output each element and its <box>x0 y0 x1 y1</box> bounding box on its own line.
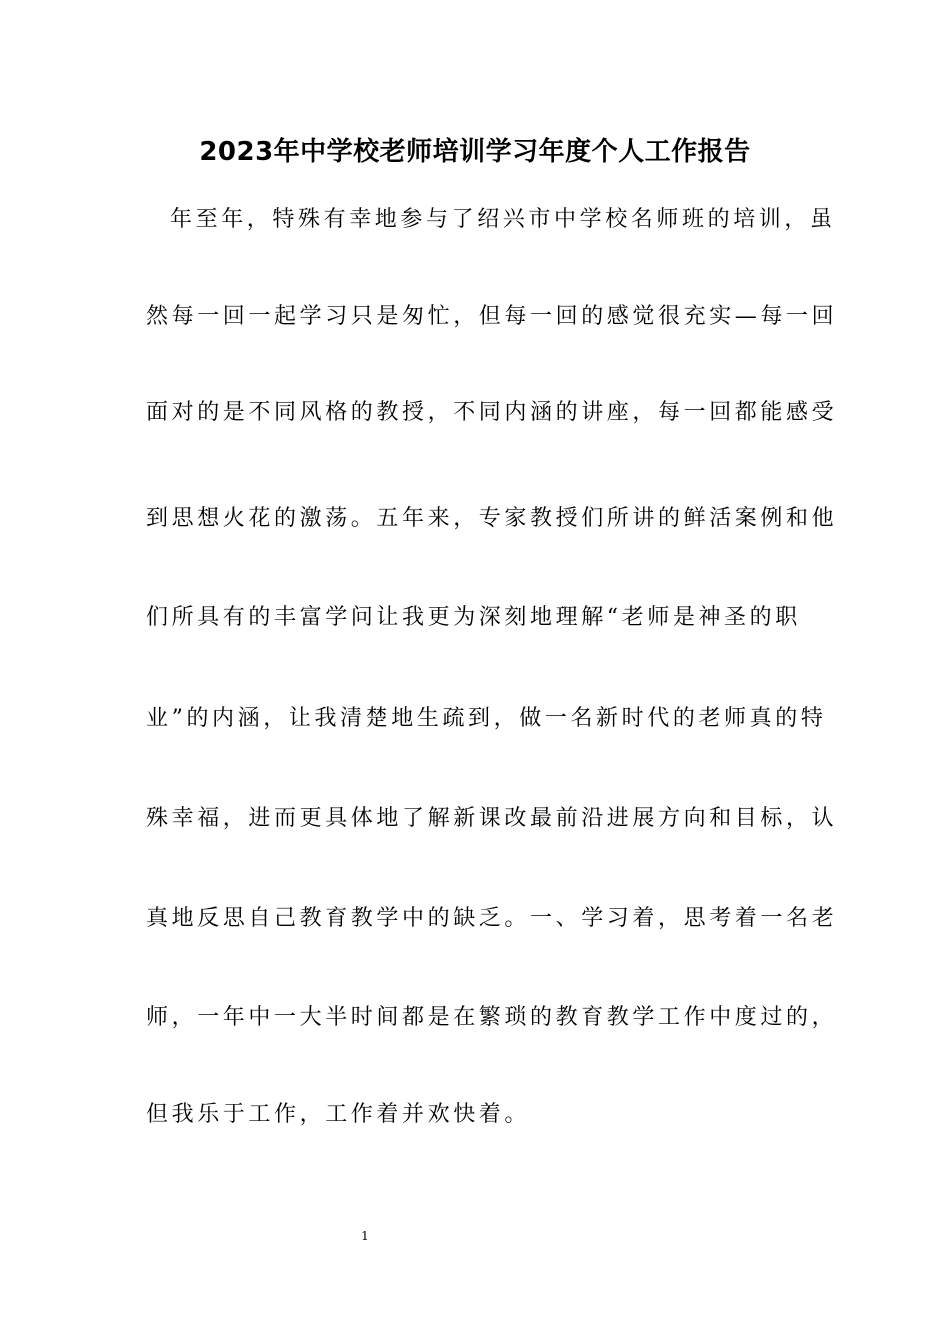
text-line: 然每一回一起学习只是匆忙，但每一回的感觉很充实—每一回 <box>146 304 838 329</box>
page-title: 2023年中学校老师培训学习年度个人工作报告 <box>199 137 751 167</box>
text-line: 到思想火花的激荡。五年来，专家教授们所讲的鲜活案例和他 <box>146 506 838 531</box>
text-line: 师，一年中一大半时间都是在繁琐的教育教学工作中度过的， <box>146 1005 838 1030</box>
text-line: 殊幸福，进而更具体地了解新课改最前沿进展方向和目标，认 <box>146 806 838 831</box>
text-line: 面对的是不同风格的教授，不同内涵的讲座，每一回都能感受 <box>146 400 838 425</box>
text-line: 真地反思自己教育教学中的缺乏。一、学习着，思考着一名老 <box>146 906 838 931</box>
text-line: 年至年，特殊有幸地参与了绍兴市中学校名师班的培训，虽 <box>170 207 836 232</box>
text-line: 们所具有的丰富学问让我更为深刻地理解“老师是神圣的职 <box>146 605 801 630</box>
page-number: 1 <box>361 1229 369 1243</box>
text-line: 业”的内涵，让我清楚地生疏到，做一名新时代的老师真的特 <box>146 706 827 731</box>
text-line: 但我乐于工作，工作着并欢快着。 <box>146 1102 531 1127</box>
